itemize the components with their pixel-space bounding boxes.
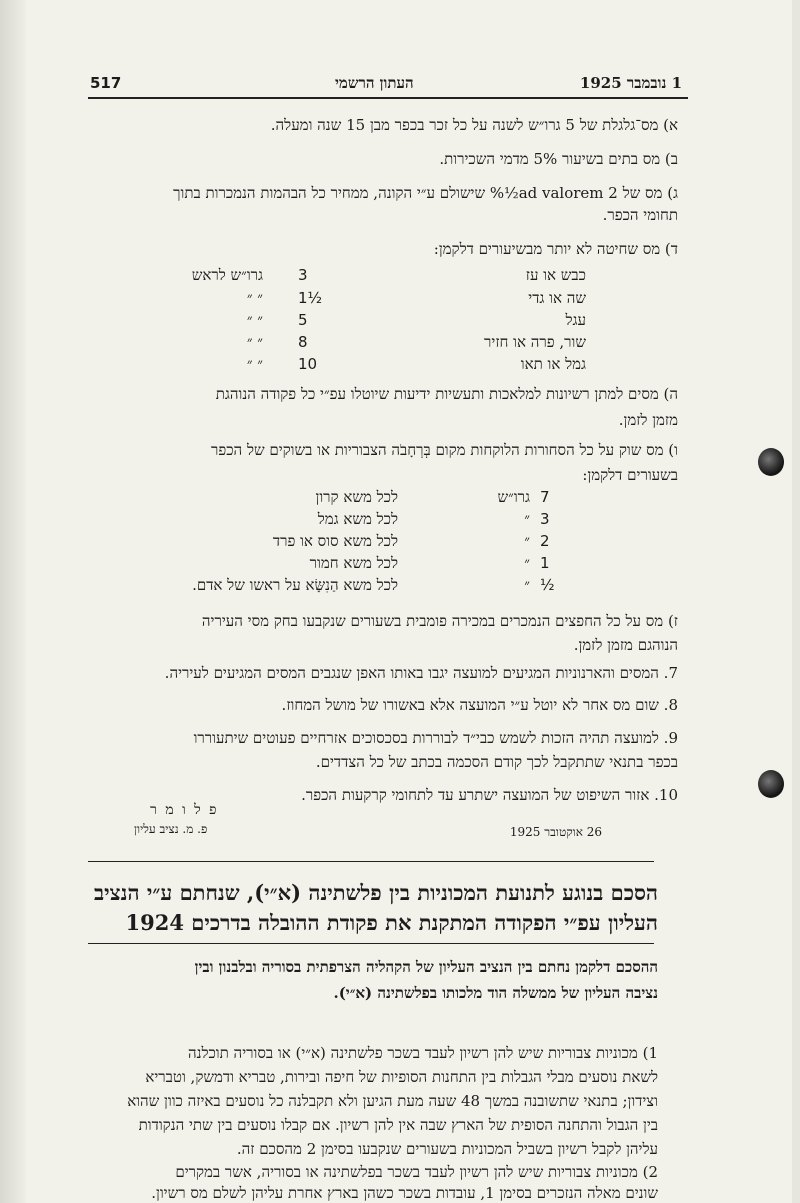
slaughter-unit: ״ ״ [246,333,263,351]
market-unit: גרו״ש [497,488,530,506]
item-g-line1: ז) מס על כל החפצים הנמכרים במכירה פומבית בשעורים שנקבעו בחק מסי העיריה [201,612,678,630]
item-c-line2: תחומי הכפר. [602,206,678,224]
market-unit: ״ [524,532,530,550]
item-f-line1: ו) מס שוק על כל הסחורות הלוקחות מקום בְּרְחָבֹה הצבוריות או בשוקים של הכפר [211,441,678,459]
slaughter-animal: גמל או תאו [520,355,586,373]
signature-name: פ ל ו מ ר [150,802,219,818]
market-amount: 1 [540,554,550,572]
page-number: 517 [90,74,122,92]
market-load: לכל משא הַנִשָּׂא על ראשו של אדם. [192,576,398,594]
slaughter-amount: 1½ [298,289,323,307]
clause-10: 10. אזור השיפוט של המועצה ישתרע עד לתחומי קרקעות הכפר. [301,786,678,804]
header-rule [88,97,688,99]
market-unit: ״ [524,554,530,572]
market-amount: ½ [540,576,555,594]
section-title-rule [88,943,654,944]
item-b: ב) מס בתים בשיעור 5% מדמי השכירות. [439,150,678,168]
page-edge-right [792,0,800,1203]
clause-8: 8. שום מס אחר לא יוטל ע״י המועצה אלא באשורו של מושל המחוז. [281,696,678,714]
market-load: לכל משא סוס או פרד [272,532,398,550]
intro-line2: נציבה העליון של ממשלה הוד מלכותו בפלשתינה (א״י). [333,984,658,1002]
section-divider [88,861,654,862]
slaughter-unit: ״ ״ [246,311,263,329]
clause-9-line1: 9. למועצה תהיה הזכות לשמש כבי״ד לבוררות בסכסוכים אזרחיים פעוטים שיתעוררו [193,729,678,747]
intro-line1: ההסכם דלקמן נחתם בין הנציב העליון של הקהליה הצרפתית בסוריה ובלבנון ובין [194,958,658,976]
para-2-line2: שונים מאלה הנזכרים בסימן 1, עובדות בשכר כשהן בארץ אחרת עליהן לשלם מס רשיון. [151,1184,658,1202]
para-1-line4: בין הגבול והתחנה הסופית של הארץ שבה אין להן רשיון. אם קבלו נוסעים בין שתי הנקודות [138,1116,658,1134]
clause-9-line2: בכפר בתנאי שתתקבל לכך קודם הסכמה בכתב של כל הצדדים. [315,753,678,771]
section-title-line2: העליון עפ״י הפקודה המתקנת את פקודת ההובלה בדרכים 1924 [125,910,658,935]
item-e-line2: מזמן לזמן. [618,411,678,429]
page-edge-left [0,0,26,1203]
slaughter-unit: ״ ״ [246,355,263,373]
para-1-line2: לשאת נוסעים מבלי הגבלות בין התחנות הסופיות של חיפה ובירות, טבריא ודמשק, וטבריא [145,1068,658,1086]
market-amount: 7 [540,488,550,506]
para-1-line1: 1) מכוניות צבוריות שיש להן רשיון לעבד בשכר פלשתינה (א״י) או בסוריה תוכלנה [187,1044,658,1062]
market-load: לכל משא גמל [317,510,398,528]
signature-title: פ. מ. נציב עליון [134,822,208,836]
market-amount: 2 [540,532,550,550]
punch-hole-bottom [758,770,784,798]
slaughter-unit: גרו״ש לראש [191,266,263,284]
item-d: ד) מס שחיטה לא יותר מבשיעורים דלקמן: [433,240,678,258]
slaughter-animal: עגל [565,311,586,329]
slaughter-amount: 8 [298,333,308,351]
slaughter-amount: 10 [298,355,318,373]
slaughter-amount: 5 [298,311,308,329]
market-load: לכל משא קרון [315,488,398,506]
item-e-line1: ה) מסים למתן רשיונות למלאכות ותעשיות ידיעות שיוטלו עפ״י כל פקודה הנוהגת [215,385,678,403]
market-load: לכל משא חמור [309,554,398,572]
issue-date: 1 נובמבר 1925 [579,74,682,92]
item-g-line2: הנוהגם מזמן לזמן. [573,636,678,654]
market-amount: 3 [540,510,550,528]
slaughter-animal: שור, פרה או חזיר [484,333,586,351]
market-unit: ״ [524,576,530,594]
journal-title: העתון הרשמי [335,74,414,92]
market-unit: ״ [524,510,530,528]
slaughter-unit: ״ ״ [246,289,263,307]
item-c-line1: ג) מס של ad valorem 2½% שישולם ע״י הקונה, ממחיר כל הבהמות הנמכרות בתוך [173,184,678,202]
slaughter-animal: שה או גדי [528,289,586,307]
item-f-line2: בשעורים דלקמן: [582,466,678,484]
item-a: א) מס־גלגלת של 5 גרו״ש לשנה על כל זכר בכפר מבן 15 שנה ומעלה. [270,116,678,134]
slaughter-amount: 3 [298,266,308,284]
slaughter-animal: כבש או עז [525,266,586,284]
para-1-line3: וצידון; בתנאי שתשובנה במשך 48 שעה מעת הגיען ולא תקבלנה כל נוסעים באיזה כוון שהוא [127,1092,658,1110]
section-title-line1: הסכם בנוגע לתנועת המכוניות בין פלשתינה (א״י), שנחתם ע״י הנציב [94,880,658,905]
signature-date: 26 אוקטובר 1925 [509,825,602,839]
clause-7: 7. המסים והארנוניות המגיעים למועצה יגבו באותו האפן שנגבים המסים המגיעים לעיריה. [164,664,678,682]
para-2-line1: 2) מכוניות צבוריות שיש להן רשיון לעבד בשכר בפלשתינה או בסוריה, אשר במקרים [175,1163,658,1181]
para-1-line5: עליהן לקבל רשיון בשביל המכוניות בשעורים שנקבעו בסימן 2 מהסכם זה. [236,1140,658,1158]
punch-hole-top [758,448,784,476]
